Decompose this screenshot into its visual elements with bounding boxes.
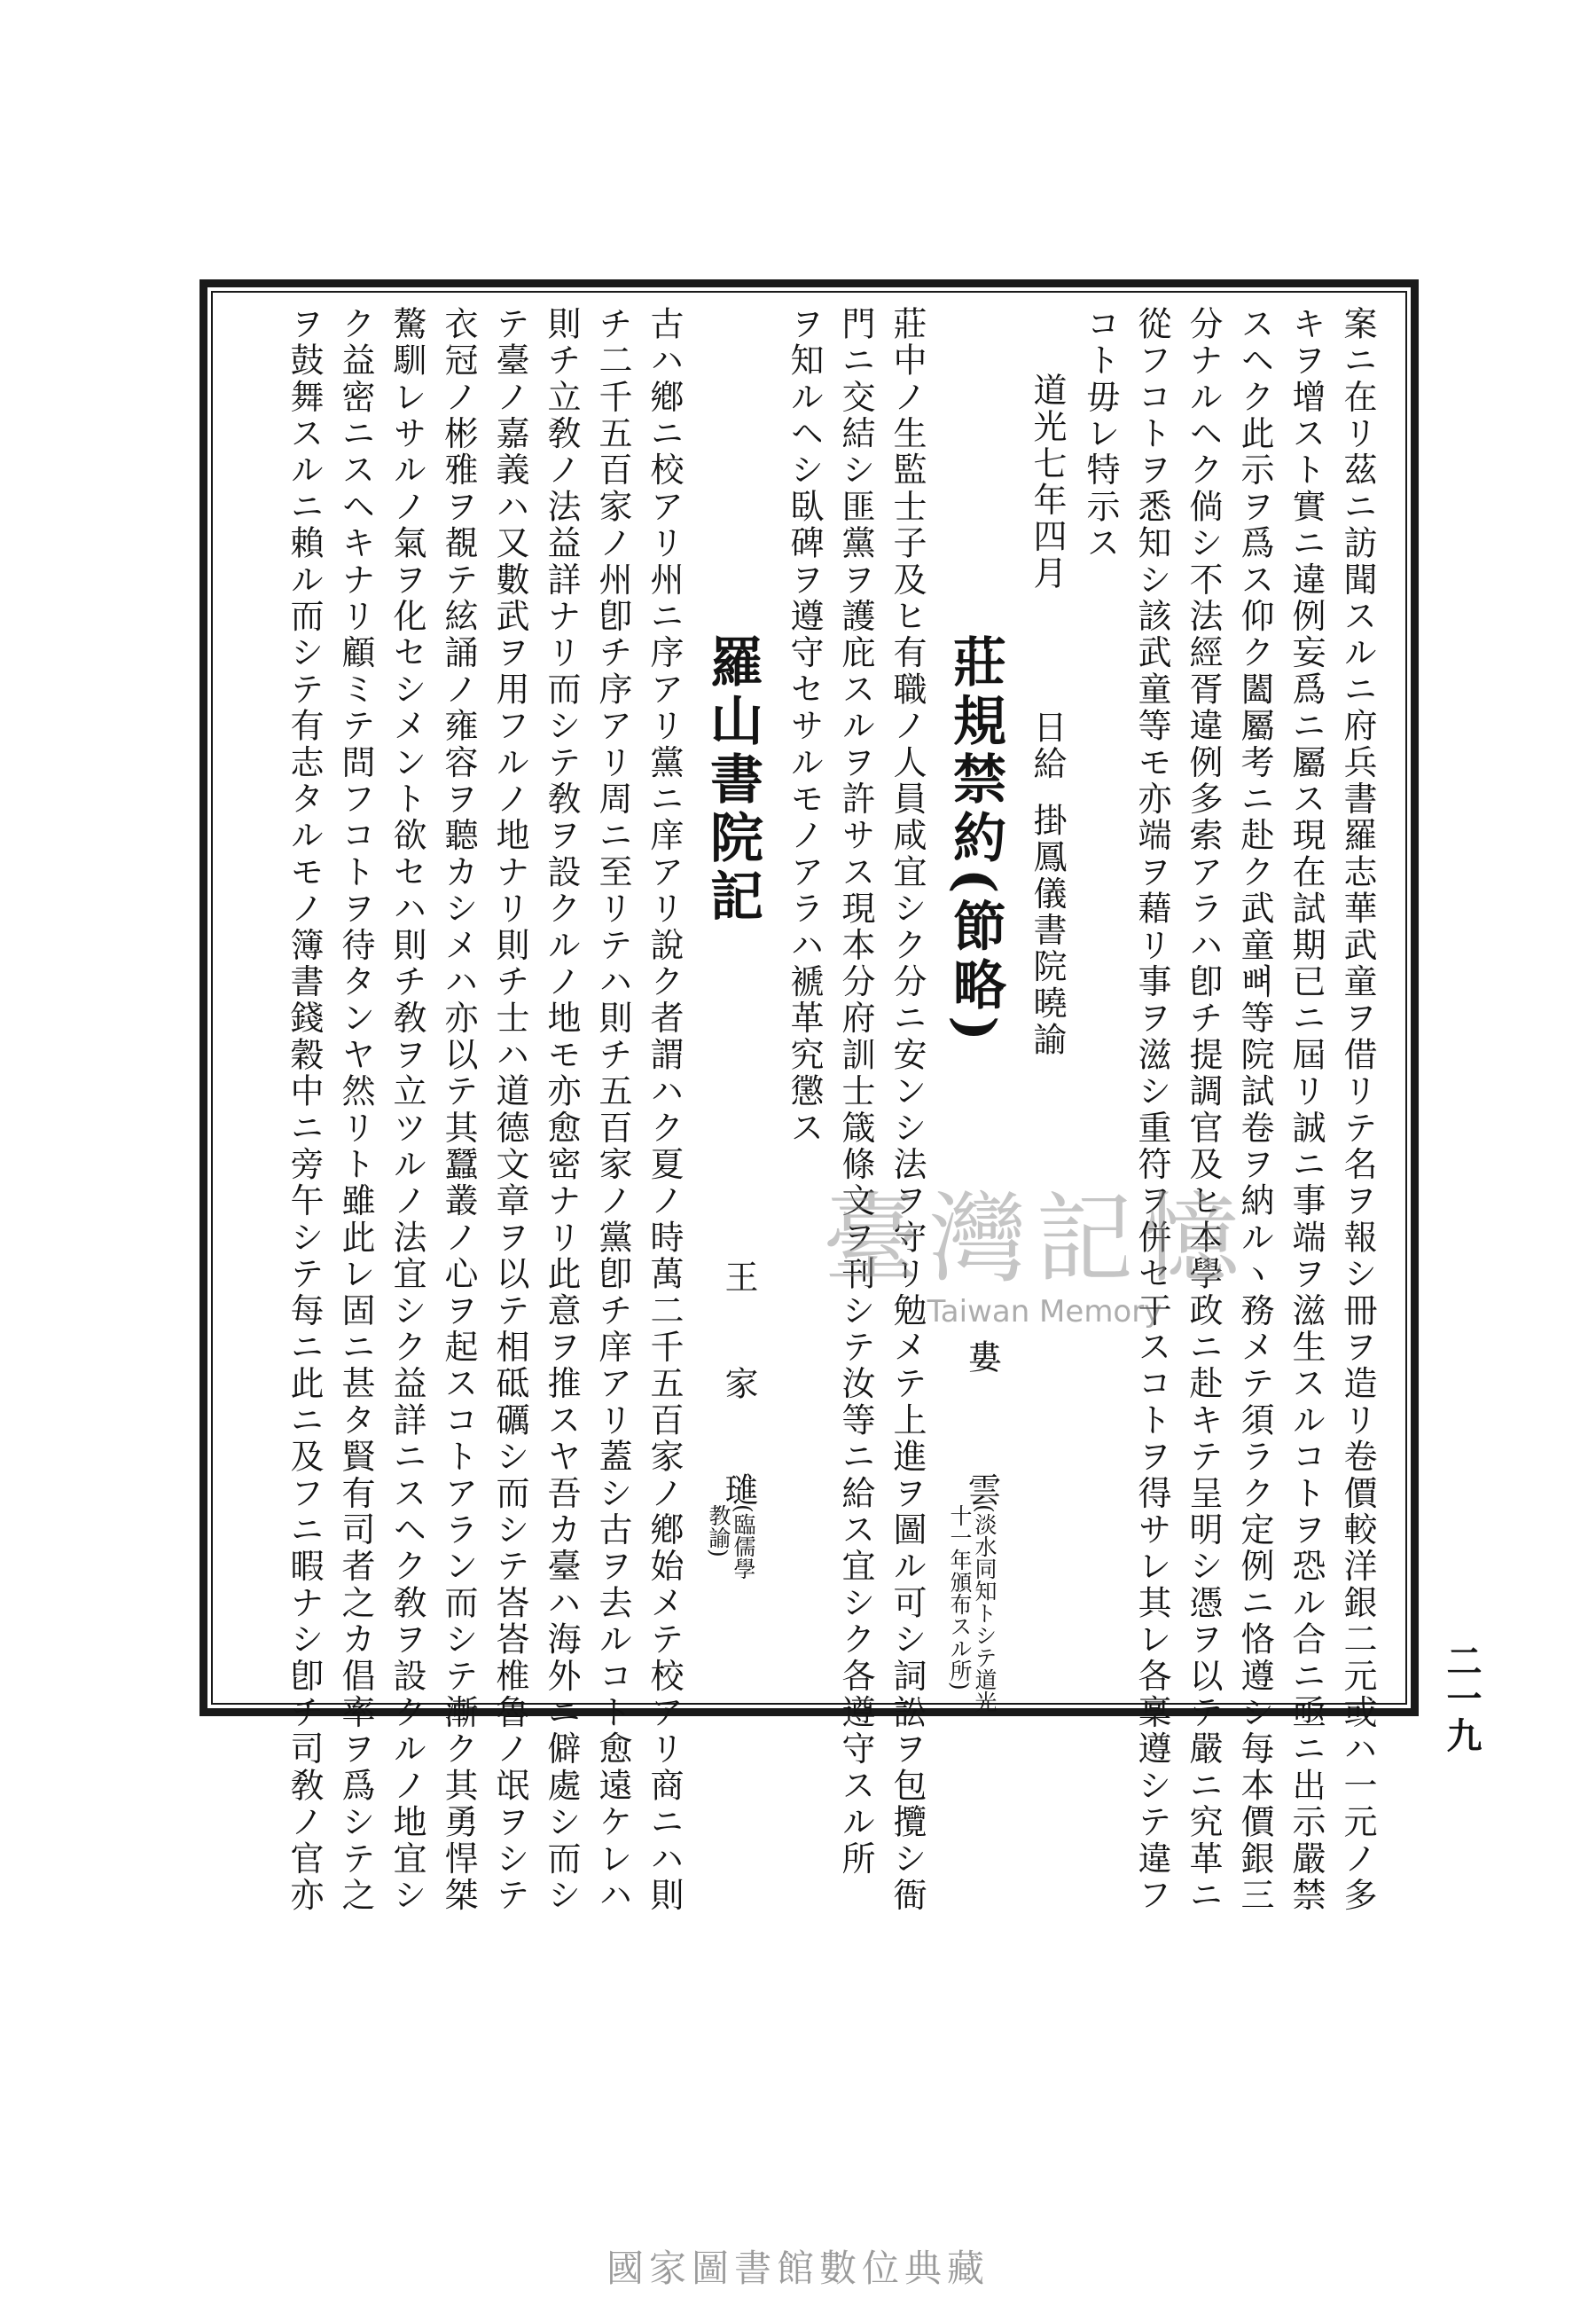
text-column: 門ニ交結シ匪黨ヲ護庇スルヲ許サス現本分府訓士箴條文ヲ刊シテ汝等ニ給ス宜シク各遵守スル所: [836, 306, 875, 1878]
page-number: 二一九: [1441, 1643, 1483, 1754]
notice-date-suffix: 日給: [1028, 710, 1067, 783]
section-author: 雲: [962, 1472, 1001, 1510]
text-column: ヲ知ルヘシ臥碑ヲ遵守セサルモノアラハ褫革究懲ス: [785, 306, 824, 1147]
text-column: 案ニ在リ茲ニ訪聞スルニ府兵書羅志華武童ヲ借リテ名ヲ報シ冊ヲ造リ卷價較洋銀二元或ハ一元ノ多: [1338, 306, 1377, 1914]
text-column: スヘク此示ヲ爲ス仰ク闔屬考ニ赴ク武童뼈等院試卷ヲ納ルヽ務メテ須ラク定例ニ恪遵シ每本價銀三: [1235, 306, 1274, 1914]
section-author: 婁: [962, 1339, 1001, 1377]
text-column: キヲ增スト實ニ違例妄爲ニ屬ス現在試期已ニ屆リ誠ニ事端ヲ滋生スルコトヲ恐ル合ニ亟ニ出示嚴禁: [1287, 306, 1326, 1914]
text-column: コト毋レ特示ス: [1081, 306, 1120, 562]
section-author: 家: [719, 1366, 758, 1403]
text-column: 分ナルヘク倘シ不法經胥違例多索アラハ卽チ提調官及ヒ本學政ニ赴キテ呈明シ憑ヲ以テ嚴ニ究革ニ: [1184, 306, 1223, 1914]
author-note: (淡水同知トシテ道光: [972, 1504, 998, 1713]
text-column: 從フコトヲ悉知シ該武童等モ亦端ヲ藉リ事ヲ滋シ重符ヲ併セ干スコトヲ得サレ其レ各稟遵シテ違フ: [1132, 306, 1171, 1914]
notice-date: 道光七年四月: [1028, 373, 1067, 592]
author-note: (臨儒學: [731, 1504, 756, 1580]
watermark-main-text: 臺灣記憶: [823, 1184, 1248, 1296]
author-note: 教諭): [706, 1504, 732, 1557]
text-column: テ臺ノ嘉義ハ又數武ヲ用フルノ地ナリ則チ士ハ道德文章ヲ以テ相砥礪シ而シテ峇峇椎魯ノ氓ヲシテ: [490, 306, 529, 1914]
text-column: 驁馴レサルノ氣ヲ化セシメント欲セハ則チ敎ヲ立ツルノ法宜シク益詳ニスヘク敎ヲ設クルノ地宜シ: [387, 306, 426, 1914]
archive-footer: 國家圖書館數位典藏: [606, 2247, 990, 2290]
section-author: 璡: [719, 1472, 758, 1510]
section-title: 莊規禁約(節略): [944, 634, 1006, 1047]
text-column: ク益密ニスヘキナリ顧ミテ問フコトヲ待タンヤ然リト雖此レ固ニ甚タ賢有司者之カ倡率ヲ爲シテ之: [336, 306, 375, 1914]
text-column: チ二千五百家ノ州卽チ序アリ周ニ至リテハ則チ五百家ノ黨卽チ庠アリ蓋シ古ヲ去ルコト愈遠ケレハ: [593, 306, 632, 1914]
watermark-sub-text: Taiwan Memory: [927, 1294, 1162, 1329]
author-note: 十一年頒布スル所): [947, 1504, 973, 1690]
text-column: 古ハ鄕ニ校アリ州ニ序アリ黨ニ庠アリ說ク者謂ハク夏ノ時萬二千五百家ノ鄕始メテ校アリ商ニハ則: [645, 306, 684, 1914]
text-column: 衣冠ノ彬雅ヲ覩テ絃誦ノ雍容ヲ聽カシメハ亦以テ其蠶叢ノ心ヲ起スコトアラン而シテ漸ク其勇悍桀: [439, 306, 478, 1914]
notice-issuer: 掛鳳儀書院曉諭: [1028, 803, 1067, 1059]
text-column: ヲ鼓舞スルニ賴ル而シテ有志タルモノ簿書錢穀中ニ旁午シテ每ニ此ニ及フニ暇ナシ卽チ司敎ノ官亦: [285, 306, 324, 1914]
section-author: 王: [719, 1259, 758, 1297]
text-column: 則チ立敎ノ法益詳ナリ而シテ敎ヲ設クルノ地モ亦愈密ナリ此意ヲ推スヤ吾カ臺ハ海外ニ僻處シ而シ: [542, 306, 581, 1914]
text-column: 莊中ノ生監士子及ヒ有職ノ人員咸宜シク分ニ安ンシ法ヲ守リ勉メテ上進ヲ圖ル可シ詞訟ヲ包攬シ衙: [888, 306, 927, 1914]
section-title: 羅山書院記: [701, 634, 763, 927]
